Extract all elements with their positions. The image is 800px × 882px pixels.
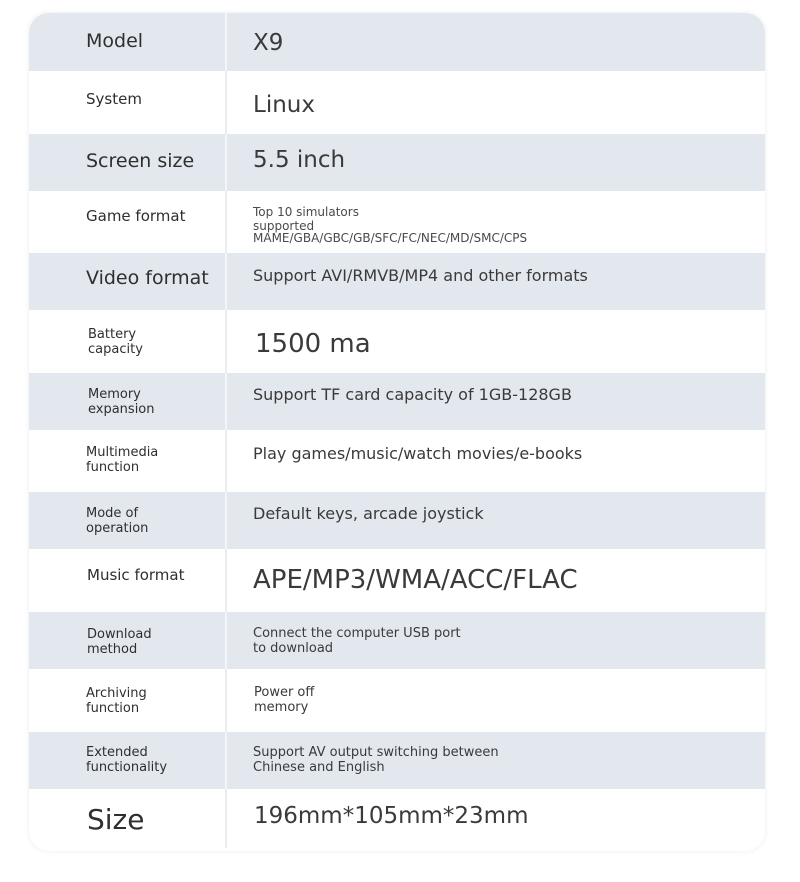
spec-value: 196mm*105mm*23mm [254,803,529,829]
spec-value-cell [225,669,765,732]
spec-row-memory-expansion [29,373,765,430]
spec-row-mode-of-operation [29,492,765,549]
spec-label: Battery capacity [88,327,143,357]
spec-value: X9 [253,30,284,56]
spec-value-cell [225,253,765,310]
spec-row-video-format [29,253,765,310]
spec-label: System [86,90,142,108]
spec-row-screen-size [29,134,765,191]
spec-value-line: MAME/GBA/GBC/GB/SFC/FC/NEC/MD/SMC/CPS [253,231,528,245]
spec-row-archiving-function [29,669,765,732]
spec-label: Size [87,803,145,836]
spec-label: Archiving function [86,686,147,716]
spec-label: Game format [86,207,186,225]
spec-label-cell [29,669,225,732]
spec-table [29,13,765,851]
spec-label: Extended functionality [86,745,168,775]
spec-label-cell [29,310,225,373]
spec-label: Model [86,30,144,52]
spec-value-cell [225,789,765,848]
spec-value-line: supported [253,219,315,233]
spec-value: APE/MP3/WMA/ACC/FLAC [253,565,578,595]
spec-value-cell [225,732,765,789]
spec-label-cell [29,732,225,789]
spec-row-size [29,789,765,848]
spec-label-cell [29,253,225,310]
spec-value: Power off memory [254,685,315,715]
spec-label: Screen size [86,150,195,172]
spec-label: Memory expansion [88,387,155,417]
spec-label-cell [29,191,225,253]
spec-row-battery-capacity [29,310,765,373]
spec-row-model [29,13,765,71]
spec-label-cell [29,71,225,134]
spec-value: Play games/music/watch movies/e-books [253,444,583,463]
spec-value-cell [225,430,765,492]
spec-value: Support AVI/RMVB/MP4 and other formats [253,266,588,285]
spec-value: Support TF card capacity of 1GB-128GB [253,385,572,404]
spec-label: Video format [86,267,209,289]
spec-value-cell [225,71,765,134]
spec-value-cell [225,549,765,612]
spec-value-cell [225,13,765,71]
spec-value: Default keys, arcade joystick [253,504,484,523]
spec-label: Mode of operation [86,506,149,536]
spec-row-game-format [29,191,765,253]
spec-label: Multimedia function [86,445,159,475]
spec-label-cell [29,373,225,430]
spec-value-cell [225,310,765,373]
spec-value: 5.5 inch [253,147,346,173]
spec-value-line: Top 10 simulators [253,205,359,219]
spec-value-cell [225,612,765,669]
spec-value-cell [225,492,765,549]
spec-label: Download method [87,627,152,657]
spec-value-cell [225,191,765,253]
spec-row-extended-functionality [29,732,765,789]
spec-label-cell [29,134,225,191]
spec-row-download-method [29,612,765,669]
spec-value: Support AV output switching between Chinese and English [253,745,499,775]
spec-value-cell [225,134,765,191]
spec-label: Music format [87,566,185,584]
spec-value-cell [225,373,765,430]
spec-label-cell [29,612,225,669]
spec-label-cell [29,13,225,71]
spec-label-cell [29,430,225,492]
spec-value: Linux [253,92,315,118]
spec-value: Connect the computer USB port to download [253,626,461,656]
spec-label-cell [29,492,225,549]
spec-label-cell [29,549,225,612]
spec-value: 1500 ma [255,329,371,359]
spec-row-system [29,71,765,134]
spec-row-multimedia-function [29,430,765,492]
spec-label-cell [29,789,225,848]
spec-row-music-format [29,549,765,612]
